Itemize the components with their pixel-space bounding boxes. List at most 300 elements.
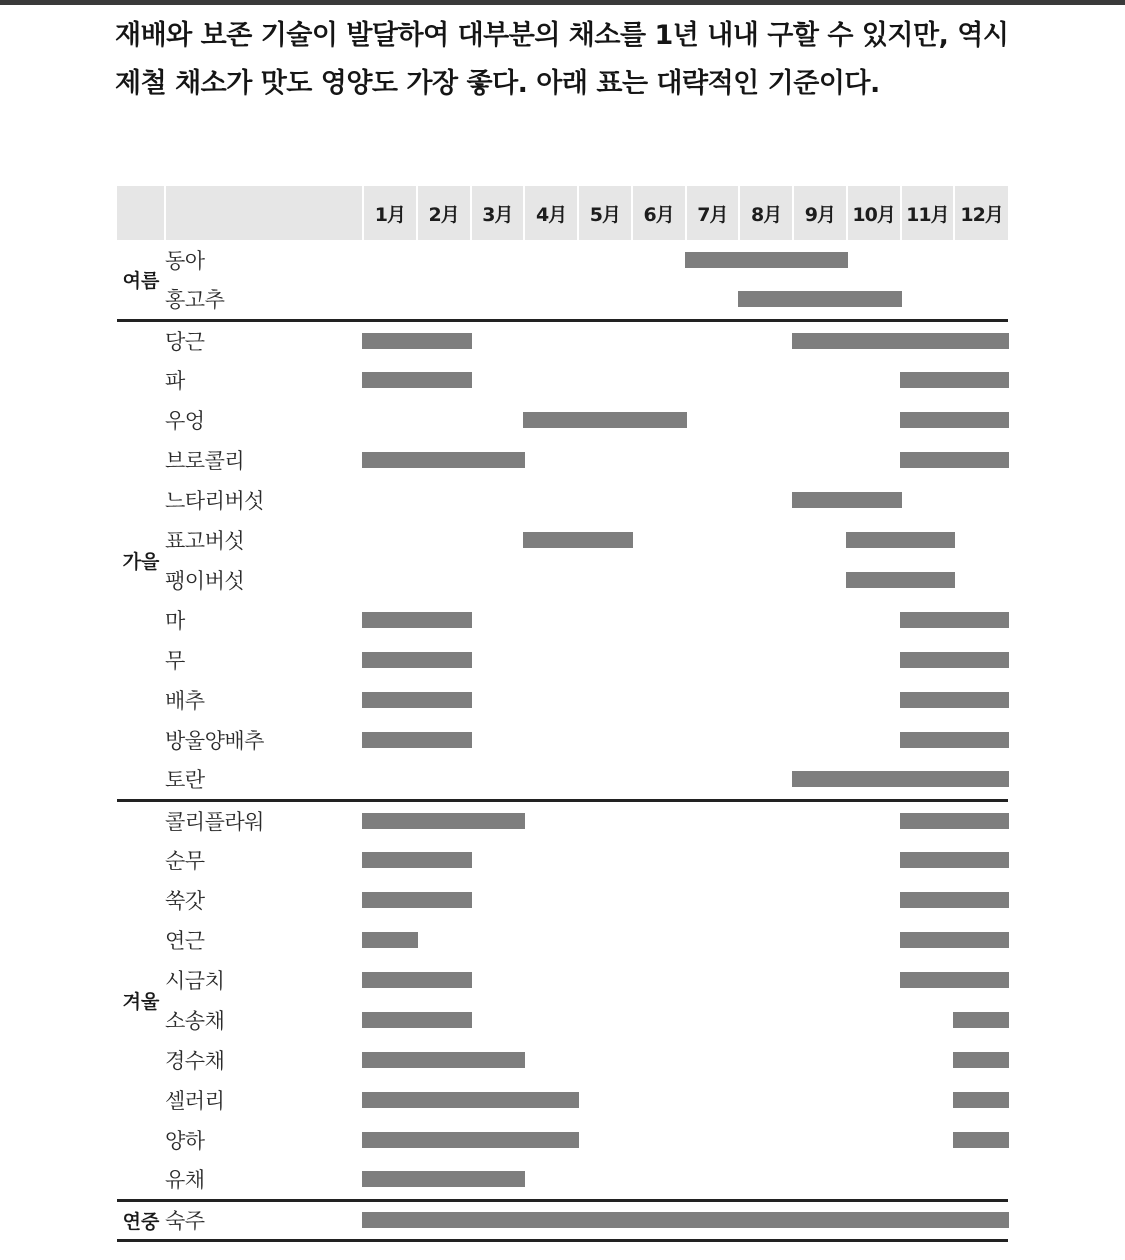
table-row xyxy=(117,1120,1008,1160)
empty-month-cell xyxy=(847,960,901,1000)
empty-month-cell xyxy=(686,840,740,880)
empty-month-cell xyxy=(686,1160,740,1200)
intro-line-2: 제철 채소가 맛도 영양도 가장 좋다. 아래 표는 대략적인 기준이다. xyxy=(115,68,880,99)
table-row xyxy=(117,400,1008,440)
empty-month-cell xyxy=(363,480,417,520)
empty-month-cell xyxy=(686,1080,740,1120)
month-header-5: 5月 xyxy=(578,186,632,240)
empty-month-cell xyxy=(632,520,686,560)
season-bar-cell xyxy=(954,680,1008,720)
empty-month-cell xyxy=(793,400,847,440)
empty-month-cell xyxy=(578,480,632,520)
season-bar-cell xyxy=(471,1040,525,1080)
season-bar-cell xyxy=(524,520,578,560)
season-bar-cell xyxy=(417,680,471,720)
empty-month-cell xyxy=(847,1160,901,1200)
season-bar-cell xyxy=(954,640,1008,680)
season-bar-cell xyxy=(847,480,901,520)
vegetable-name: 팽이버섯 xyxy=(165,569,245,593)
empty-month-cell xyxy=(578,360,632,400)
empty-month-cell xyxy=(847,1000,901,1040)
empty-month-cell xyxy=(524,320,578,360)
season-bar-cell xyxy=(417,840,471,880)
empty-month-cell xyxy=(363,240,417,280)
vegetable-name: 콜리플라워 xyxy=(165,809,264,834)
season-bar-cell xyxy=(417,320,471,360)
empty-month-cell xyxy=(739,680,793,720)
season-bar-cell xyxy=(739,1200,793,1240)
empty-month-cell xyxy=(417,760,471,800)
season-bar-cell xyxy=(847,1200,901,1240)
season-bar-cell xyxy=(363,1080,417,1120)
season-bar-cell xyxy=(417,1080,471,1120)
empty-month-cell xyxy=(847,880,901,920)
season-bar-cell xyxy=(632,1200,686,1240)
empty-month-cell xyxy=(901,1000,955,1040)
empty-month-cell xyxy=(524,800,578,840)
empty-month-cell xyxy=(847,240,901,280)
empty-month-cell xyxy=(524,1160,578,1200)
empty-month-cell xyxy=(632,560,686,600)
header-season-cell xyxy=(117,186,165,240)
season-bar-cell xyxy=(954,600,1008,640)
vegetable-name: 브로콜리 xyxy=(165,449,245,473)
season-bar-cell xyxy=(417,960,471,1000)
empty-month-cell xyxy=(847,440,901,480)
empty-month-cell xyxy=(793,1120,847,1160)
season-bar-cell xyxy=(954,440,1008,480)
table-row xyxy=(117,1080,1008,1120)
empty-month-cell xyxy=(578,1120,632,1160)
table-row xyxy=(117,440,1008,480)
season-bar-cell xyxy=(578,520,632,560)
table-row xyxy=(117,480,1008,520)
empty-month-cell xyxy=(793,1160,847,1200)
empty-month-cell xyxy=(954,520,1008,560)
empty-month-cell xyxy=(793,1080,847,1120)
season-bar-cell xyxy=(793,480,847,520)
season-bar-cell xyxy=(793,760,847,800)
season-bar-cell xyxy=(954,1040,1008,1080)
empty-month-cell xyxy=(524,1040,578,1080)
vegetable-name: 배추 xyxy=(165,689,205,713)
empty-month-cell xyxy=(417,240,471,280)
empty-month-cell xyxy=(578,600,632,640)
empty-month-cell xyxy=(739,880,793,920)
season-bar-cell xyxy=(363,960,417,1000)
empty-month-cell xyxy=(739,600,793,640)
empty-month-cell xyxy=(793,680,847,720)
season-bar-cell xyxy=(363,920,417,960)
empty-month-cell xyxy=(578,800,632,840)
season-bar-cell xyxy=(686,1200,740,1240)
empty-month-cell xyxy=(739,360,793,400)
empty-month-cell xyxy=(578,720,632,760)
empty-month-cell xyxy=(847,720,901,760)
empty-month-cell xyxy=(793,960,847,1000)
table-row xyxy=(117,840,1008,880)
empty-month-cell xyxy=(471,920,525,960)
empty-month-cell xyxy=(471,320,525,360)
season-bar-cell xyxy=(954,1120,1008,1160)
empty-month-cell xyxy=(686,1120,740,1160)
empty-month-cell xyxy=(524,880,578,920)
empty-month-cell xyxy=(632,1160,686,1200)
empty-month-cell xyxy=(632,1040,686,1080)
empty-month-cell xyxy=(578,640,632,680)
empty-month-cell xyxy=(793,1000,847,1040)
empty-month-cell xyxy=(901,480,955,520)
empty-month-cell xyxy=(793,560,847,600)
empty-month-cell xyxy=(686,360,740,400)
empty-month-cell xyxy=(901,280,955,320)
season-bar-cell xyxy=(901,400,955,440)
month-header-6: 6月 xyxy=(632,186,686,240)
vegetable-name: 셀러리 xyxy=(165,1089,225,1113)
season-bar-cell xyxy=(901,560,955,600)
season-bar-cell xyxy=(954,880,1008,920)
empty-month-cell xyxy=(632,640,686,680)
empty-month-cell xyxy=(578,240,632,280)
season-label: 겨울 xyxy=(117,800,165,1200)
season-bar-cell xyxy=(363,720,417,760)
vegetable-name: 무 xyxy=(165,649,185,673)
season-bar-cell xyxy=(739,280,793,320)
empty-month-cell xyxy=(363,560,417,600)
empty-month-cell xyxy=(954,480,1008,520)
table-row xyxy=(117,1000,1008,1040)
empty-month-cell xyxy=(686,560,740,600)
season-bar-cell xyxy=(363,840,417,880)
season-bar-cell xyxy=(417,720,471,760)
empty-month-cell xyxy=(739,320,793,360)
empty-month-cell xyxy=(901,1120,955,1160)
empty-month-cell xyxy=(954,1160,1008,1200)
empty-month-cell xyxy=(954,240,1008,280)
empty-month-cell xyxy=(739,560,793,600)
table-header-row xyxy=(117,186,1008,240)
empty-month-cell xyxy=(524,440,578,480)
empty-month-cell xyxy=(471,600,525,640)
empty-month-cell xyxy=(686,520,740,560)
empty-month-cell xyxy=(471,640,525,680)
season-bar-cell xyxy=(954,400,1008,440)
table-row xyxy=(117,960,1008,1000)
vegetable-name: 방울양배추 xyxy=(165,729,264,753)
vegetable-name: 당근 xyxy=(165,329,205,354)
empty-month-cell xyxy=(793,800,847,840)
empty-month-cell xyxy=(632,1000,686,1040)
season-bar-cell xyxy=(363,680,417,720)
month-header-11: 11月 xyxy=(901,186,955,240)
season-bar-cell xyxy=(417,1160,471,1200)
season-bar-cell xyxy=(901,360,955,400)
season-bar-cell xyxy=(363,640,417,680)
empty-month-cell xyxy=(524,680,578,720)
empty-month-cell xyxy=(901,240,955,280)
empty-month-cell xyxy=(686,1040,740,1080)
empty-month-cell xyxy=(954,280,1008,320)
empty-month-cell xyxy=(686,720,740,760)
season-bar-cell xyxy=(901,880,955,920)
season-bar-cell xyxy=(363,800,417,840)
season-bar-cell xyxy=(954,800,1008,840)
vegetable-name: 숙주 xyxy=(165,1200,363,1240)
empty-month-cell xyxy=(578,280,632,320)
empty-month-cell xyxy=(847,800,901,840)
empty-month-cell xyxy=(901,1040,955,1080)
empty-month-cell xyxy=(686,1000,740,1040)
season-bar-cell xyxy=(954,840,1008,880)
empty-month-cell xyxy=(793,920,847,960)
empty-month-cell xyxy=(471,360,525,400)
empty-month-cell xyxy=(632,360,686,400)
vegetable-name: 홍고추 xyxy=(165,280,363,320)
empty-month-cell xyxy=(417,400,471,440)
season-bar-cell xyxy=(901,960,955,1000)
season-bar-cell xyxy=(363,1040,417,1080)
season-bar-cell xyxy=(363,360,417,400)
season-bar-cell xyxy=(417,1120,471,1160)
empty-month-cell xyxy=(578,680,632,720)
empty-month-cell xyxy=(739,440,793,480)
table-row xyxy=(117,1200,1008,1240)
empty-month-cell xyxy=(847,1120,901,1160)
vegetable-name: 양하 xyxy=(165,1129,205,1153)
empty-month-cell xyxy=(793,440,847,480)
table-row xyxy=(117,240,1008,280)
empty-month-cell xyxy=(632,920,686,960)
empty-month-cell xyxy=(954,560,1008,600)
empty-month-cell xyxy=(632,440,686,480)
intro-line-1: 재배와 보존 기술이 발달하여 대부분의 채소를 1년 내내 구할 수 있지만, 역시 xyxy=(115,20,1009,51)
empty-month-cell xyxy=(632,720,686,760)
empty-month-cell xyxy=(471,720,525,760)
empty-month-cell xyxy=(471,240,525,280)
empty-month-cell xyxy=(471,760,525,800)
season-bar-cell xyxy=(901,440,955,480)
empty-month-cell xyxy=(578,1000,632,1040)
season-label: 가을 xyxy=(117,320,165,800)
vegetable-name: 쑥갓 xyxy=(165,889,205,913)
vegetable-name: 마 xyxy=(165,609,185,633)
table-row xyxy=(117,600,1008,640)
vegetable-name: 연근 xyxy=(165,929,205,953)
empty-month-cell xyxy=(632,680,686,720)
season-bar-cell xyxy=(954,720,1008,760)
empty-month-cell xyxy=(632,800,686,840)
vegetable-name: 동아 xyxy=(165,249,205,273)
season-bar-cell xyxy=(686,240,740,280)
season-bar-cell xyxy=(847,280,901,320)
vegetable-name: 표고버섯 xyxy=(165,529,245,553)
empty-month-cell xyxy=(524,480,578,520)
empty-month-cell xyxy=(847,680,901,720)
season-bar-cell xyxy=(901,640,955,680)
empty-month-cell xyxy=(524,360,578,400)
vegetable-name: 유채 xyxy=(165,1160,363,1200)
empty-month-cell xyxy=(417,280,471,320)
empty-month-cell xyxy=(739,640,793,680)
season-bar-cell xyxy=(363,1160,417,1200)
table-row xyxy=(117,760,1008,800)
empty-month-cell xyxy=(793,360,847,400)
empty-month-cell xyxy=(578,880,632,920)
empty-month-cell xyxy=(739,520,793,560)
seasonal-vegetable-table xyxy=(117,186,1008,1242)
empty-month-cell xyxy=(471,560,525,600)
table-row xyxy=(117,1040,1008,1080)
empty-month-cell xyxy=(578,1080,632,1120)
empty-month-cell xyxy=(524,280,578,320)
empty-month-cell xyxy=(739,480,793,520)
season-bar-cell xyxy=(471,1200,525,1240)
season-bar-cell xyxy=(901,800,955,840)
season-bar-cell xyxy=(417,360,471,400)
season-bar-cell xyxy=(901,680,955,720)
season-bar-cell xyxy=(954,1080,1008,1120)
season-bar-cell xyxy=(471,1160,525,1200)
season-bar-cell xyxy=(417,880,471,920)
season-bar-cell xyxy=(524,1080,578,1120)
empty-month-cell xyxy=(524,920,578,960)
empty-month-cell xyxy=(471,480,525,520)
season-bar-cell xyxy=(954,1000,1008,1040)
season-bar-cell xyxy=(578,400,632,440)
empty-month-cell xyxy=(578,440,632,480)
season-bar-cell xyxy=(793,240,847,280)
empty-month-cell xyxy=(739,1120,793,1160)
empty-month-cell xyxy=(686,600,740,640)
empty-month-cell xyxy=(739,840,793,880)
empty-month-cell xyxy=(471,400,525,440)
table-row xyxy=(117,800,1008,840)
empty-month-cell xyxy=(578,960,632,1000)
vegetable-name: 시금치 xyxy=(165,969,225,993)
intro-text xyxy=(115,12,1075,108)
season-bar-cell xyxy=(954,760,1008,800)
empty-month-cell xyxy=(847,400,901,440)
month-header-7: 7月 xyxy=(686,186,740,240)
season-bar-cell xyxy=(954,960,1008,1000)
table-row xyxy=(117,920,1008,960)
season-label: 연중 xyxy=(117,1200,165,1240)
season-bar-cell xyxy=(471,440,525,480)
empty-month-cell xyxy=(524,760,578,800)
empty-month-cell xyxy=(686,920,740,960)
month-header-1: 1月 xyxy=(363,186,417,240)
season-bar-cell xyxy=(901,320,955,360)
empty-month-cell xyxy=(632,600,686,640)
season-label: 여름 xyxy=(117,240,165,320)
empty-month-cell xyxy=(793,880,847,920)
empty-month-cell xyxy=(632,240,686,280)
month-header-10: 10月 xyxy=(847,186,901,240)
empty-month-cell xyxy=(739,1160,793,1200)
empty-month-cell xyxy=(417,920,471,960)
season-bar-cell xyxy=(632,400,686,440)
empty-month-cell xyxy=(739,400,793,440)
empty-month-cell xyxy=(524,720,578,760)
empty-month-cell xyxy=(793,1040,847,1080)
table-row xyxy=(117,520,1008,560)
empty-month-cell xyxy=(739,1040,793,1080)
header-vegetable-cell xyxy=(165,186,363,240)
empty-month-cell xyxy=(471,1000,525,1040)
empty-month-cell xyxy=(524,600,578,640)
season-bar-cell xyxy=(954,360,1008,400)
empty-month-cell xyxy=(847,640,901,680)
season-bar-cell xyxy=(793,1200,847,1240)
empty-month-cell xyxy=(578,560,632,600)
season-bar-cell xyxy=(363,600,417,640)
season-bar-cell xyxy=(417,440,471,480)
season-bar-cell xyxy=(954,920,1008,960)
month-header-9: 9月 xyxy=(793,186,847,240)
empty-month-cell xyxy=(524,240,578,280)
empty-month-cell xyxy=(632,320,686,360)
empty-month-cell xyxy=(739,960,793,1000)
empty-month-cell xyxy=(632,480,686,520)
empty-month-cell xyxy=(901,1160,955,1200)
empty-month-cell xyxy=(686,400,740,440)
vegetable-name: 토란 xyxy=(165,760,363,800)
empty-month-cell xyxy=(793,640,847,680)
empty-month-cell xyxy=(686,640,740,680)
table-row xyxy=(117,560,1008,600)
season-bar-cell xyxy=(363,880,417,920)
empty-month-cell xyxy=(632,280,686,320)
month-header-3: 3月 xyxy=(471,186,525,240)
empty-month-cell xyxy=(417,560,471,600)
empty-month-cell xyxy=(847,1040,901,1080)
empty-month-cell xyxy=(793,720,847,760)
season-bar-cell xyxy=(471,1120,525,1160)
vegetable-name: 파 xyxy=(165,369,185,393)
empty-month-cell xyxy=(632,840,686,880)
empty-month-cell xyxy=(686,320,740,360)
empty-month-cell xyxy=(471,880,525,920)
season-bar-cell xyxy=(954,320,1008,360)
table-row xyxy=(117,880,1008,920)
season-bar-cell xyxy=(417,1000,471,1040)
season-bar-cell xyxy=(901,600,955,640)
empty-month-cell xyxy=(363,400,417,440)
empty-month-cell xyxy=(739,1080,793,1120)
empty-month-cell xyxy=(417,520,471,560)
season-bar-cell xyxy=(901,840,955,880)
empty-month-cell xyxy=(578,920,632,960)
empty-month-cell xyxy=(363,760,417,800)
empty-month-cell xyxy=(739,800,793,840)
season-bar-cell xyxy=(901,1200,955,1240)
vegetable-name: 소송채 xyxy=(165,1009,225,1033)
season-bar-cell xyxy=(363,320,417,360)
month-header-4: 4月 xyxy=(524,186,578,240)
empty-month-cell xyxy=(686,440,740,480)
empty-month-cell xyxy=(578,840,632,880)
empty-month-cell xyxy=(686,760,740,800)
month-header-8: 8月 xyxy=(739,186,793,240)
season-bar-cell xyxy=(417,1040,471,1080)
season-bar-cell xyxy=(847,760,901,800)
season-bar-cell xyxy=(417,600,471,640)
empty-month-cell xyxy=(471,520,525,560)
season-bar-cell xyxy=(901,920,955,960)
empty-month-cell xyxy=(739,1000,793,1040)
table-row xyxy=(117,720,1008,760)
season-bar-cell xyxy=(847,320,901,360)
